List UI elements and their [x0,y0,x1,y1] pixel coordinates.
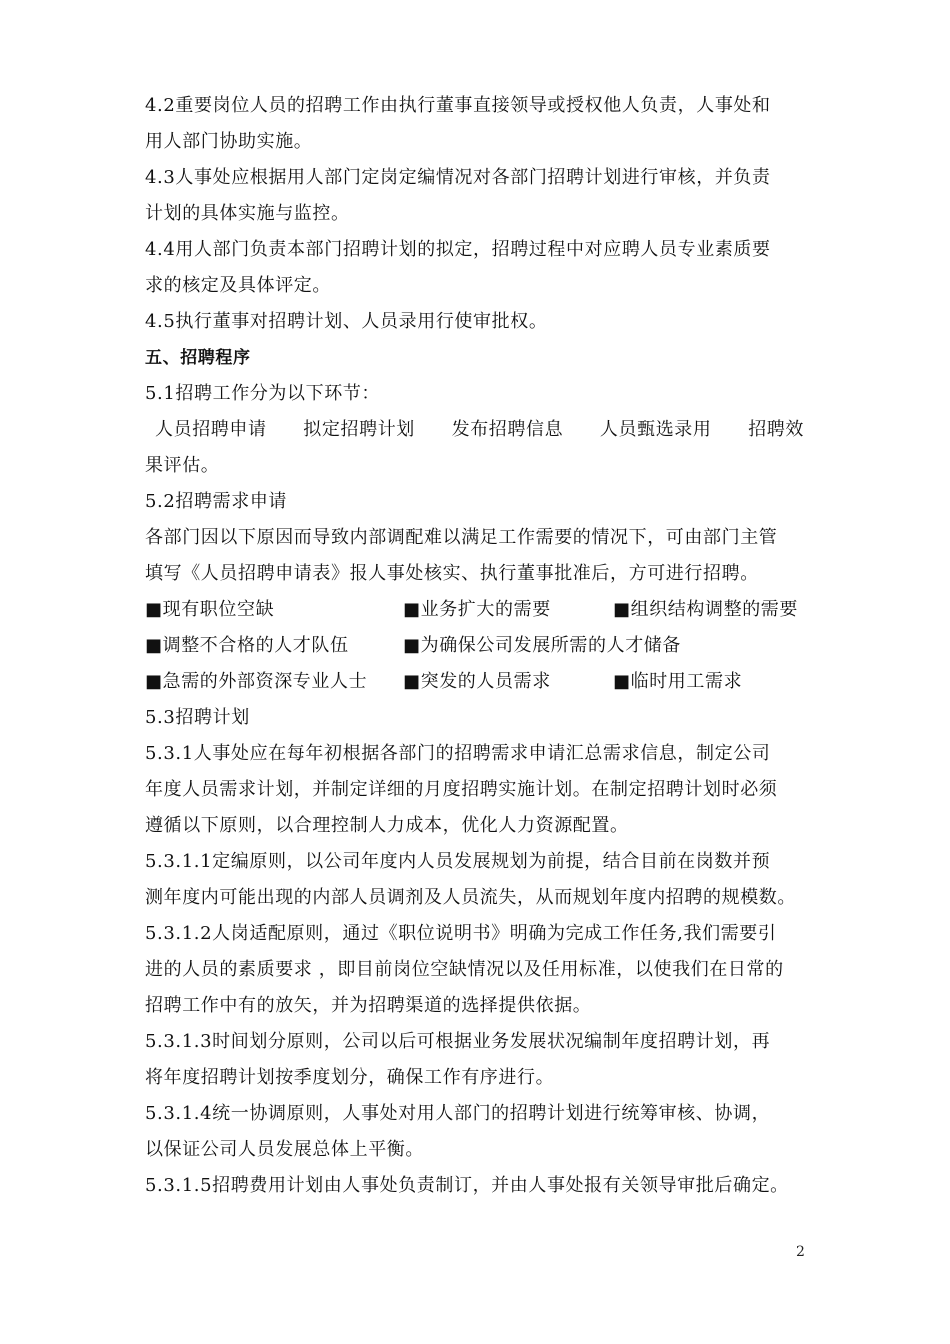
paragraph-line: 5.3.1.2人岗适配原则，通过《职位说明书》明确为完成工作任务,我们需要引 [145,923,777,944]
paragraph-line: 填写《人员招聘申请表》报人事处核实、执行董事批准后，方可进行招聘。 [145,563,759,584]
reason-row [145,592,810,628]
paragraph-line: 5.3.1人事处应在每年初根据各部门的招聘需求申请汇总需求信息，制定公司 [145,743,771,764]
paragraph-line: 5.3.1.5招聘费用计划由人事处负责制订，并由人事处报有关领导审批后确定。 [145,1175,789,1196]
reason-row [145,628,810,664]
paragraph-line: 招聘工作中有的放矢，并为招聘渠道的选择提供依据。 [145,995,592,1016]
paragraph-line: 以保证公司人员发展总体上平衡。 [145,1139,424,1160]
paragraph-line: 进的人员的素质要求 ，即目前岗位空缺情况以及任用标准，以使我们在日常的 [145,959,784,980]
reason-item [613,628,813,664]
paragraph-line: 4.5执行董事对招聘计划、人员录用行使审批权。 [145,311,548,332]
paragraph-line: 果评估。 [145,455,220,476]
paragraph-line: 5.3招聘计划 [145,707,250,728]
step-item: 人员招聘申请 [155,419,267,440]
paragraph-line: 年度人员需求计划，并制定详细的月度招聘实施计划。在制定招聘计划时必须 [145,779,778,800]
paragraph-line: 各部门因以下原因而导致内部调配难以满足工作需要的情况下，可由部门主管 [145,527,778,548]
reason-item: ■为确保公司发展所需的人才储备 [403,635,682,656]
reason-item: ■现有职位空缺 [145,599,275,620]
reason-item: ■业务扩大的需要 [403,599,551,620]
step-item: 人员甄选录用 [599,419,712,440]
reason-row [145,664,810,700]
reason-item: ■急需的外部资深专业人士 [145,671,368,692]
reason-item: ■临时用工需求 [613,671,743,692]
paragraph-line: 5.2招聘需求申请 [145,491,288,512]
step-item: 发布招聘信息 [451,419,564,440]
paragraph-line: 4.4用人部门负责本部门招聘计划的拟定，招聘过程中对应聘人员专业素质要 [145,239,771,260]
section-heading: 五、招聘程序 [145,348,251,368]
paragraph-line: 5.3.1.3时间划分原则，公司以后可根据业务发展状况编制年度招聘计划，再 [145,1031,771,1052]
step-item: 拟定招聘计划 [303,419,415,440]
paragraph-line: 5.3.1.1定编原则，以公司年度内人员发展规划为前提，结合目前在岗数并预 [145,851,771,872]
reason-item: ■突发的人员需求 [403,671,551,692]
paragraph-line: 4.2重要岗位人员的招聘工作由执行董事直接领导或授权他人负责，人事处和 [145,95,771,116]
paragraph-line: 遵循以下原则，以合理控制人力成本，优化人力资源配置。 [145,815,629,836]
paragraph-line: 5.1招聘工作分为以下环节： [145,383,381,404]
reason-item: ■调整不合格的人才队伍 [145,635,349,656]
page-number: 2 [796,1244,805,1260]
paragraph-line: 5.3.1.4统一协调原则，人事处对用人部门的招聘计划进行统筹审核、协调， [145,1103,771,1124]
reason-item: ■组织结构调整的需要 [613,599,799,620]
paragraph-line: 将年度招聘计划按季度划分，确保工作有序进行。 [145,1067,555,1088]
paragraph-line: 求的核定及具体评定。 [145,275,331,296]
paragraph-line: 计划的具体实施与监控。 [145,203,350,224]
step-item: 招聘效 [748,419,804,440]
document-body [145,88,810,1204]
paragraph-line: 测年度内可能出现的内部人员调剂及人员流失，从而规划年度内招聘的规模数。 [145,887,796,908]
paragraph-line: 4.3人事处应根据用人部门定岗定编情况对各部门招聘计划进行审核，并负责 [145,167,771,188]
recruitment-steps [145,412,810,448]
paragraph-line: 用人部门协助实施。 [145,131,313,152]
